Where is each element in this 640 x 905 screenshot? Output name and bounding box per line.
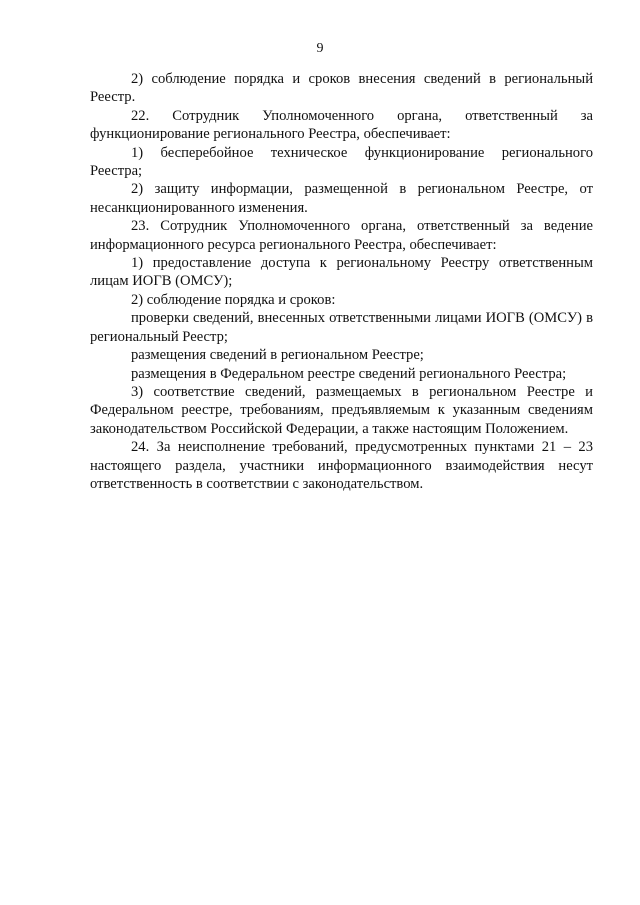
paragraph-22-2: 2) защиту информации, размещенной в региональном Реестре, от несанкционированного изменения. (90, 181, 593, 216)
paragraph-21-2: 2) соблюдение порядка и сроков внесения сведений в региональный Реестр. (90, 71, 593, 106)
paragraph-24: 24. За неисполнение требований, предусмотренных пунктами 21 – 23 настоящего раздела, участники информационного взаимодействия несут ответственность в соответствии с законодательством. (90, 439, 593, 492)
paragraph-23-2: 2) соблюдение порядка и сроков: (131, 291, 336, 308)
paragraph-23-2-a: проверки сведений, внесенных ответственными лицами ИОГВ (ОМСУ) в региональный Реестр; (90, 310, 593, 345)
paragraph-23-2-c: размещения в Федеральном реестре сведений регионального Реестра; (131, 365, 567, 382)
paragraph-23-1: 1) предоставление доступа к региональному Реестру ответственным лицам ИОГВ (ОМСУ); (90, 255, 593, 290)
paragraph-22-1: 1) бесперебойное техническое функционирование регионального Реестра; (90, 144, 593, 180)
paragraph-23-3: 3) соответствие сведений, размещаемых в региональном Реестре и Федеральном реестре, требованиям, предъявляемым к указанным сведениям законодательством Российской Федерации, а также настоящим Положением. (90, 383, 593, 437)
paragraph-22: 22. Сотрудник Уполномоченного органа, ответственный за функционирование регионального Реестра, обеспечивает: (90, 107, 593, 143)
paragraph-23: 23. Сотрудник Уполномоченного органа, ответственный за ведение информационного ресурса регионального Реестра, обеспечивает: (90, 218, 593, 253)
document-body (90, 70, 593, 493)
page-number: 9 (316, 41, 324, 56)
paragraph-23-2-b: размещения сведений в региональном Реестре; (131, 347, 424, 364)
